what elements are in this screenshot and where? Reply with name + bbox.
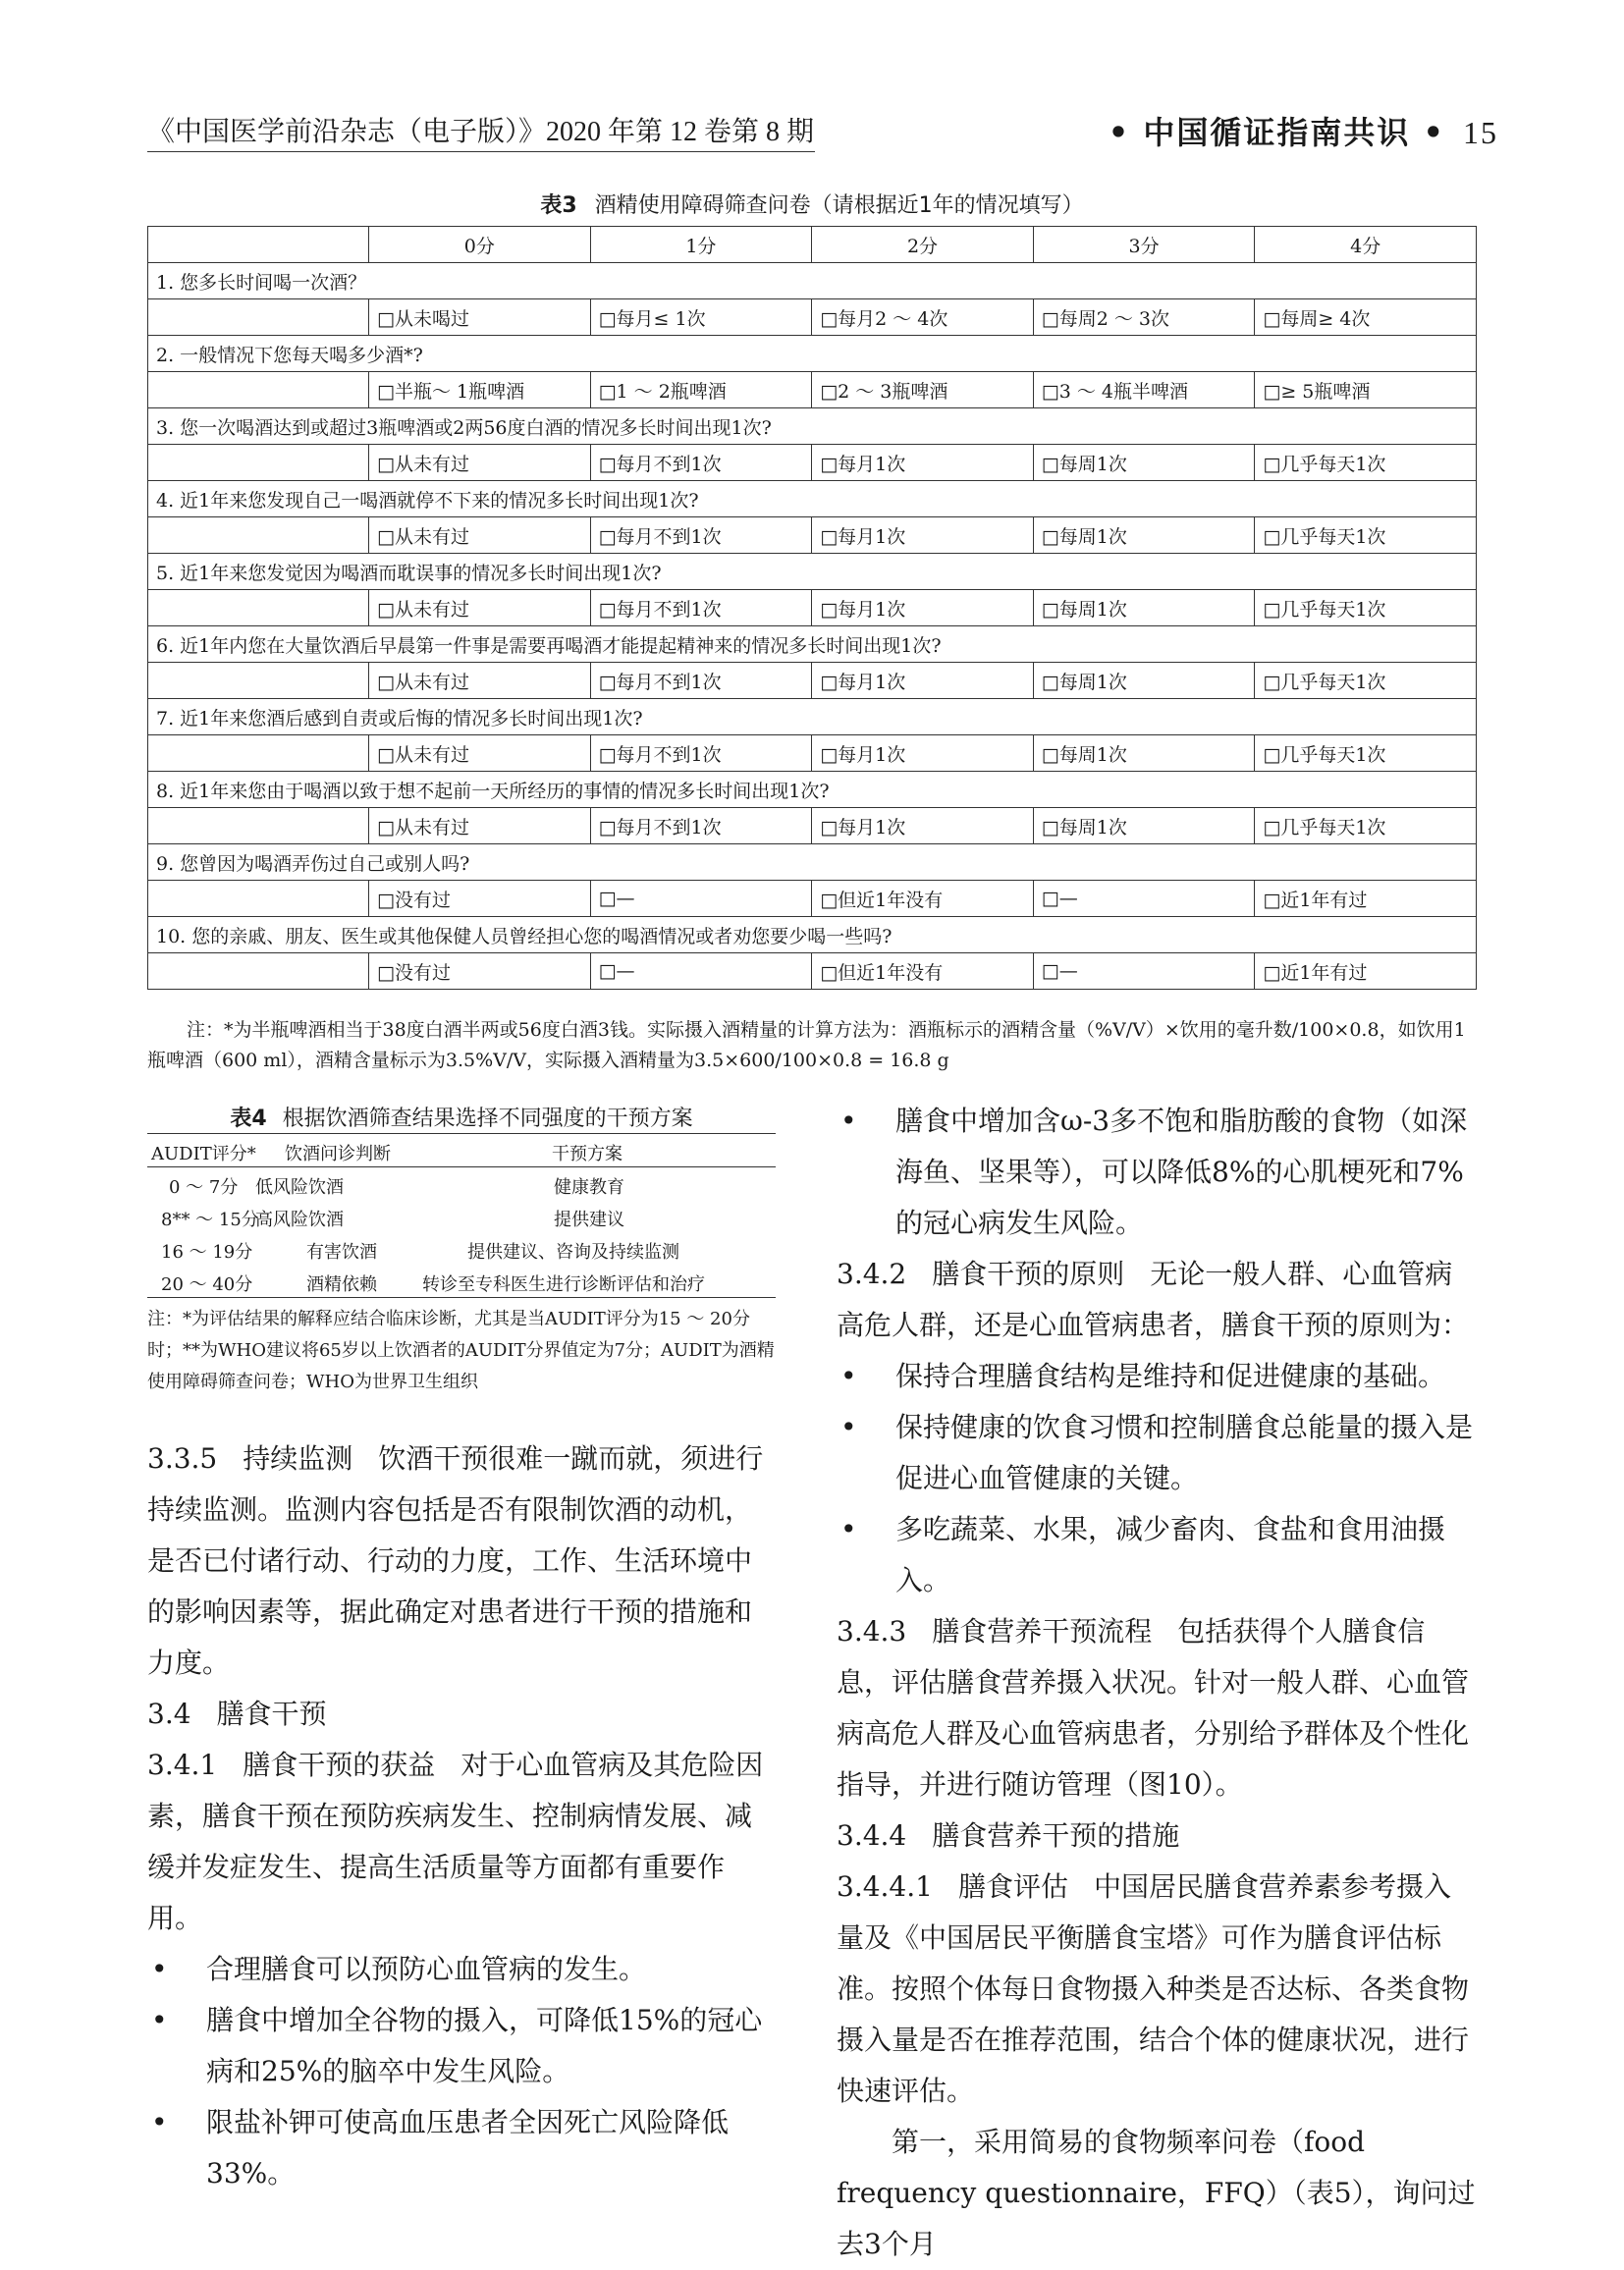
table4-cell: 8** ～ 15分: [161, 1210, 259, 1230]
section-heading: 膳食营养干预的措施: [932, 1819, 1180, 1852]
blank-cell: [148, 372, 369, 408]
question-row: [148, 408, 1477, 445]
question-row: [148, 772, 1477, 808]
section-3-4-4-1: [837, 1862, 1477, 2117]
answer-option[interactable]: □几乎每天1次: [1255, 663, 1477, 699]
table3-col-header: 2分: [812, 227, 1034, 263]
answer-option[interactable]: □每周1次: [1033, 517, 1255, 554]
question-row: [148, 336, 1477, 372]
table4-cell: 高风险饮酒: [255, 1210, 344, 1230]
answer-option[interactable]: □每月不到1次: [590, 735, 812, 772]
bullet-item: • 保持健康的饮食习惯和控制膳食总能量的摄入是促进心血管健康的关键。: [837, 1402, 1477, 1504]
table4-row: [147, 1167, 776, 1200]
paragraph: 第一，采用简易的食物频率问卷（food frequency questionnaire，FFQ）（表5），询问过去3个月: [837, 2126, 1476, 2260]
answer-option[interactable]: □每月1次: [812, 663, 1034, 699]
answer-option[interactable]: □每月不到1次: [590, 517, 812, 554]
page-number: 15: [1463, 115, 1498, 150]
bullet-item: • 限盐补钾可使高血压患者全因死亡风险降低33%。: [147, 2097, 776, 2199]
blank-cell: [148, 445, 369, 481]
section-heading: 膳食干预的获益: [243, 1749, 436, 1781]
answer-option[interactable]: □每周1次: [1033, 590, 1255, 626]
table4-cell: 提供建议、咨询及持续监测: [467, 1242, 679, 1263]
answer-option[interactable]: □每周1次: [1033, 663, 1255, 699]
question-row: [148, 699, 1477, 735]
question-text: 6. 近1年内您在大量饮酒后早晨第一件事是需要再喝酒才能提起精神来的情况多长时间出现1次?: [148, 626, 1477, 663]
answer-option[interactable]: □几乎每天1次: [1255, 808, 1477, 844]
answer-option[interactable]: □3 ～ 4瓶半啤酒: [1033, 372, 1255, 408]
answer-row: [148, 372, 1477, 408]
answer-option[interactable]: □但近1年没有: [812, 953, 1034, 990]
question-row: [148, 481, 1477, 517]
question-text: 9. 您曾因为喝酒弄伤过自己或别人吗?: [148, 844, 1477, 881]
section-3-4-4: [837, 1811, 1477, 1862]
answer-option[interactable]: □每周≥ 4次: [1255, 299, 1477, 336]
answer-option[interactable]: □每月≤ 1次: [590, 299, 812, 336]
blank-cell: [148, 735, 369, 772]
blank-cell: [148, 881, 369, 917]
section-heading: 膳食评估: [957, 1870, 1068, 1903]
answer-option[interactable]: □每周2 ～ 3次: [1033, 299, 1255, 336]
answer-option[interactable]: □2 ～ 3瓶啤酒: [812, 372, 1034, 408]
question-text: 5. 近1年来您发觉因为喝酒而耽误事的情况多长时间出现1次?: [148, 554, 1477, 590]
answer-option[interactable]: □几乎每天1次: [1255, 445, 1477, 481]
section-header: [1109, 108, 1498, 153]
blank-cell: [148, 953, 369, 990]
answer-option[interactable]: □每周1次: [1033, 808, 1255, 844]
question-text: 7. 近1年来您酒后感到自责或后悔的情况多长时间出现1次?: [148, 699, 1477, 735]
answer-option[interactable]: □每月1次: [812, 735, 1034, 772]
answer-option[interactable]: □—: [590, 881, 812, 917]
answer-option[interactable]: □每月1次: [812, 517, 1034, 554]
section-3-4-2: [837, 1249, 1477, 1351]
section-number: 3.4.1: [147, 1749, 218, 1781]
table3-col-header: 0分: [369, 227, 591, 263]
section-number: 3.3.5: [147, 1442, 218, 1475]
section-text: 无论一般人群、心血管病高危人群，还是心血管病患者，膳食干预的原则为：: [837, 1258, 1470, 1341]
answer-row: [148, 299, 1477, 336]
question-text: 3. 您一次喝酒达到或超过3瓶啤酒或2两56度白酒的情况多长时间出现1次?: [148, 408, 1477, 445]
section-text: 中国居民膳食营养素参考摄入量及《中国居民平衡膳食宝塔》可作为膳食评估标准。按照个体每日食物摄入种类是否达标、各类食物摄入量是否在推荐范围，结合个体的健康状况，进行快速评估。: [837, 1870, 1470, 2107]
question-text: 4. 近1年来您发现自己一喝酒就停不下来的情况多长时间出现1次?: [148, 481, 1477, 517]
section-number: 3.4: [147, 1698, 191, 1730]
table4-cell: 提供建议: [554, 1210, 624, 1230]
section-number: 3.4.4.1: [837, 1870, 933, 1903]
bullet-item: • 多吃蔬菜、水果，减少畜肉、食盐和食用油摄入。: [837, 1504, 1477, 1606]
answer-row: [148, 445, 1477, 481]
section-heading: 膳食干预: [216, 1698, 327, 1730]
section-number: 3.4.2: [837, 1258, 907, 1290]
table4-cell: 有害饮酒: [306, 1242, 377, 1263]
section-number: 3.4.4: [837, 1819, 907, 1852]
bullet-item: • 合理膳食可以预防心血管病的发生。: [147, 1944, 776, 1995]
table4-header: 干预方案: [552, 1144, 623, 1164]
blank-cell: [148, 299, 369, 336]
table4-cell: 16 ～ 19分: [161, 1242, 253, 1263]
answer-option[interactable]: □每月不到1次: [590, 808, 812, 844]
right-column: [837, 1096, 1477, 2270]
section-3-4-3: [837, 1606, 1477, 1811]
table3-caption: [147, 189, 1477, 219]
answer-option[interactable]: □没有过: [369, 953, 591, 990]
table4-note: 注：*为评估结果的解释应结合临床诊断，尤其是当AUDIT评分为15 ～ 20分时；**为WHO建议将65岁以上饮酒者的AUDIT分界值定为7分；AUDIT为酒精使用障碍筛查问卷；WHO为世界卫生组织: [147, 1309, 775, 1392]
answer-option[interactable]: □从未喝过: [369, 299, 591, 336]
table3-note: 注：*为半瓶啤酒相当于38度白酒半两或56度白酒3钱。实际摄入酒精量的计算方法为：酒瓶标示的酒精含量（%V/V）×饮用的毫升数/100×0.8，如饮用1瓶啤酒（600 ml），酒精含量标示为3.5%V/V，实际摄入酒精量为3.5×600/100×0.8 = 16.8 g: [147, 1019, 1466, 1071]
answer-option[interactable]: □从未有过: [369, 663, 591, 699]
answer-option[interactable]: □半瓶～ 1瓶啤酒: [369, 372, 591, 408]
question-text: 1. 您多长时间喝一次酒？: [148, 263, 1477, 299]
answer-option[interactable]: □—: [1033, 881, 1255, 917]
blank-cell: [148, 663, 369, 699]
question-row: [148, 844, 1477, 881]
table4-row: [147, 1200, 776, 1232]
answer-row: [148, 517, 1477, 554]
answer-option[interactable]: □每月1次: [812, 808, 1034, 844]
answer-option[interactable]: □从未有过: [369, 808, 591, 844]
answer-option[interactable]: □几乎每天1次: [1255, 590, 1477, 626]
answer-option[interactable]: □每月2 ～ 4次: [812, 299, 1034, 336]
answer-option[interactable]: □从未有过: [369, 517, 591, 554]
answer-option[interactable]: □每月不到1次: [590, 590, 812, 626]
answer-row: [148, 808, 1477, 844]
answer-option[interactable]: □近1年有过: [1255, 881, 1477, 917]
question-row: [148, 917, 1477, 953]
journal-header: 《中国医学前沿杂志（电子版）》2020 年第 12 卷第 8 期: [147, 117, 815, 147]
answer-option[interactable]: □但近1年没有: [812, 881, 1034, 917]
question-text: 2. 一般情况下您每天喝多少酒*?: [148, 336, 1477, 372]
table4-header: 饮酒问诊判断: [285, 1144, 391, 1164]
answer-row: [148, 663, 1477, 699]
table4-cell: 酒精依赖: [306, 1274, 377, 1295]
answer-option[interactable]: □1 ～ 2瓶啤酒: [590, 372, 812, 408]
section-3-4-1: [147, 1740, 776, 1944]
blank-cell: [148, 517, 369, 554]
answer-option[interactable]: □每月不到1次: [590, 445, 812, 481]
answer-row: [148, 953, 1477, 990]
answer-row: [148, 881, 1477, 917]
table3-col-header: 4分: [1255, 227, 1477, 263]
answer-option[interactable]: □没有过: [369, 881, 591, 917]
question-row: [148, 263, 1477, 299]
answer-option[interactable]: □几乎每天1次: [1255, 735, 1477, 772]
table4-cell: 转诊至专科医生进行诊断评估和治疗: [422, 1274, 705, 1295]
answer-option[interactable]: □—: [590, 953, 812, 990]
section-3-3-5: [147, 1433, 776, 1689]
section-number: 3.4.3: [837, 1615, 907, 1648]
blank-cell: [148, 808, 369, 844]
left-column: [147, 1433, 776, 2199]
answer-option[interactable]: □近1年有过: [1255, 953, 1477, 990]
section-heading: 膳食营养干预流程: [932, 1615, 1153, 1648]
header-rule: [147, 151, 815, 152]
table3-header-row: [148, 227, 1477, 263]
section-title: • 中国循证指南共识 •: [1108, 114, 1445, 151]
table4-label: 表4: [230, 1107, 267, 1131]
question-row: [148, 626, 1477, 663]
table4-cell: 20 ～ 40分: [161, 1274, 253, 1295]
table3-label: 表3: [540, 193, 577, 218]
section-3-4: [147, 1689, 776, 1740]
table3-col-header: 3分: [1033, 227, 1255, 263]
table4-header-row: [147, 1134, 776, 1166]
bullet-item: • 保持合理膳食结构是维持和促进健康的基础。: [837, 1351, 1477, 1402]
answer-option[interactable]: □每月1次: [812, 445, 1034, 481]
answer-option[interactable]: □每月不到1次: [590, 663, 812, 699]
bullet-item: • 膳食中增加含ω-3多不饱和脂肪酸的食物（如深海鱼、坚果等），可以降低8%的心肌梗死和7%的冠心病发生风险。: [837, 1096, 1477, 1249]
intervention-table: [147, 1133, 776, 1298]
table3-col-header: 1分: [590, 227, 812, 263]
answer-option[interactable]: □几乎每天1次: [1255, 517, 1477, 554]
table3-title: 酒精使用障碍筛查问卷（请根据近1年的情况填写）: [594, 193, 1084, 218]
answer-option[interactable]: □≥ 5瓶啤酒: [1255, 372, 1477, 408]
section-heading: 膳食干预的原则: [932, 1258, 1125, 1290]
question-text: 10. 您的亲戚、朋友、医生或其他保健人员曾经担心您的喝酒情况或者劝您要少喝一些吗?: [148, 917, 1477, 953]
table4-caption: [147, 1102, 776, 1132]
question-row: [148, 554, 1477, 590]
table4-row: [147, 1265, 776, 1297]
answer-row: [148, 590, 1477, 626]
table3-col-header: [148, 227, 369, 263]
answer-option[interactable]: □每周1次: [1033, 445, 1255, 481]
question-text: 8. 近1年来您由于喝酒以致于想不起前一天所经历的事情的情况多长时间出现1次?: [148, 772, 1477, 808]
bullet-item: • 膳食中增加全谷物的摄入，可降低15%的冠心病和25%的脑卒中发生风险。: [147, 1995, 776, 2097]
audit-table: [147, 226, 1477, 990]
answer-option[interactable]: □从未有过: [369, 735, 591, 772]
table4-row: [147, 1232, 776, 1265]
table4-title: 根据饮酒筛查结果选择不同强度的干预方案: [282, 1107, 693, 1131]
answer-option[interactable]: □从未有过: [369, 590, 591, 626]
answer-option[interactable]: □每周1次: [1033, 735, 1255, 772]
section-text: 饮酒干预很难一蹴而就，须进行持续监测。监测内容包括是否有限制饮酒的动机，是否已付诸行动、行动的力度，工作、生活环境中的影响因素等，据此确定对患者进行干预的措施和力度。: [147, 1442, 764, 1679]
answer-option[interactable]: □从未有过: [369, 445, 591, 481]
answer-option[interactable]: □—: [1033, 953, 1255, 990]
table4-cell: 低风险饮酒: [255, 1177, 344, 1198]
table4-cell: 健康教育: [554, 1177, 624, 1198]
answer-option[interactable]: □每月1次: [812, 590, 1034, 626]
section-text: 对于心血管病及其危险因素，膳食干预在预防疾病发生、控制病情发展、减缓并发症发生、提高生活质量等方面都有重要作用。: [147, 1749, 764, 1934]
table4-header: AUDIT评分*: [151, 1144, 256, 1164]
blank-cell: [148, 590, 369, 626]
section-text: 包括获得个人膳食信息，评估膳食营养摄入状况。针对一般人群、心血管病高危人群及心血管病患者，分别给予群体及个性化指导，并进行随访管理（图10）。: [837, 1615, 1470, 1801]
table4-cell: 0 ～ 7分: [169, 1177, 239, 1198]
answer-row: [148, 735, 1477, 772]
section-heading: 持续监测: [243, 1442, 353, 1475]
